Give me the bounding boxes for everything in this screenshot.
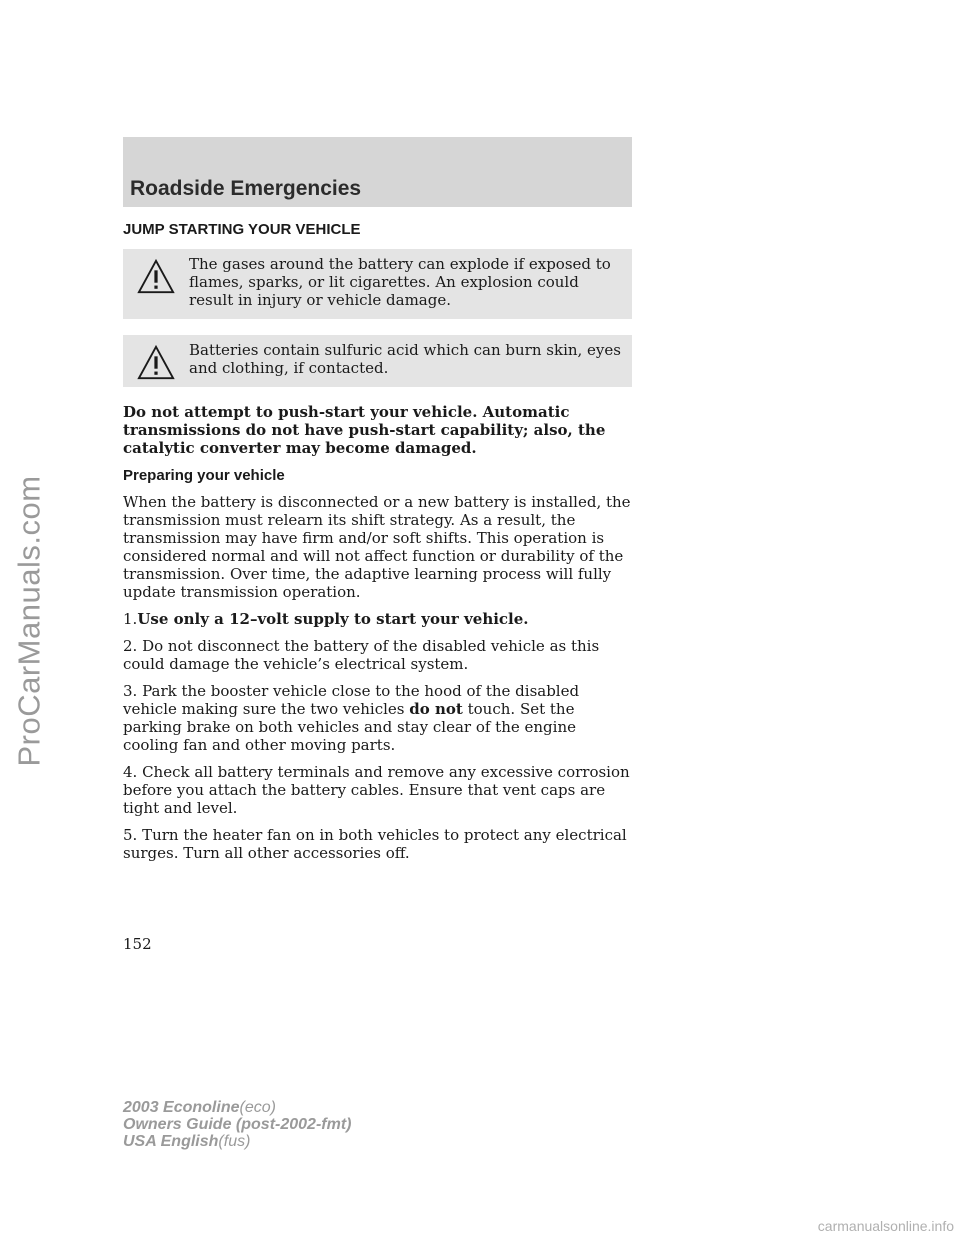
warning-triangle-icon bbox=[137, 258, 175, 296]
step-4: 4. Check all battery terminals and remove any excessive corrosion before you attach the battery cables. Ensure that vent caps are tight and level. bbox=[123, 763, 630, 817]
step-2: 2. Do not disconnect the battery of the disabled vehicle as this could damage the vehicle’s electrical system. bbox=[123, 637, 600, 673]
warning-box-explosion bbox=[123, 249, 632, 319]
subheading: Preparing your vehicle bbox=[123, 467, 285, 484]
warning-text: The gases around the battery can explode if exposed to flames, sparks, or lit cigarettes. An explosion could result in injury or vehicle damage. bbox=[189, 255, 611, 309]
step-5: 5. Turn the heater fan on in both vehicles to protect any electrical surges. Turn all other accessories off. bbox=[123, 826, 627, 862]
step-3-emphasis: do not bbox=[409, 700, 463, 718]
footer-language-code: (fus) bbox=[218, 1133, 251, 1150]
page-content bbox=[123, 221, 632, 871]
intro-paragraph: When the battery is disconnected or a new battery is installed, the transmission must relearn its shift strategy. As a result, the transmission may have firm and/or soft shifts. This operation is considered normal and will not affect function or durability of the transmission. Over time, the adaptive learning process will fully update transmission operation. bbox=[123, 493, 631, 601]
section-heading: JUMP STARTING YOUR VEHICLE bbox=[123, 221, 361, 238]
bottom-watermark: carmanualsonline.info bbox=[817, 1218, 954, 1234]
warning-triangle-icon bbox=[137, 344, 175, 382]
footer-language: USA English bbox=[123, 1133, 219, 1150]
step-1-text: Use only a 12–volt supply to start your vehicle. bbox=[137, 610, 529, 628]
footer-line-1 bbox=[123, 1099, 351, 1116]
footer-model-code: (eco) bbox=[239, 1099, 276, 1116]
push-start-caution: Do not attempt to push-start your vehicle. Automatic transmissions do not have push-start capability; also, the catalytic converter may become damaged. bbox=[123, 403, 606, 457]
step-number: 1. bbox=[123, 610, 138, 628]
page-title: Roadside Emergencies bbox=[130, 177, 362, 200]
warning-text: Batteries contain sulfuric acid which can burn skin, eyes and clothing, if contacted. bbox=[189, 341, 621, 377]
side-watermark-text: ProCarManuals.com bbox=[12, 475, 48, 767]
document-footer bbox=[123, 1099, 351, 1150]
step-3 bbox=[123, 682, 632, 754]
step-1 bbox=[123, 610, 632, 628]
section-header-band bbox=[123, 137, 632, 207]
step-3-text-a: 3. Park the booster vehicle close to the hood of the disabled vehicle making sure the two vehicles bbox=[123, 682, 580, 718]
step-3-text-b: touch. Set the parking brake on both vehicles and stay clear of the engine cooling fan and other moving parts. bbox=[123, 700, 576, 754]
footer-line-2: Owners Guide (post-2002-fmt) bbox=[123, 1116, 352, 1133]
page-number: 152 bbox=[123, 935, 152, 953]
footer-model: 2003 Econoline bbox=[123, 1099, 240, 1116]
side-watermark bbox=[4, 0, 56, 1242]
warning-box-acid bbox=[123, 335, 632, 387]
footer-line-3 bbox=[123, 1133, 351, 1150]
